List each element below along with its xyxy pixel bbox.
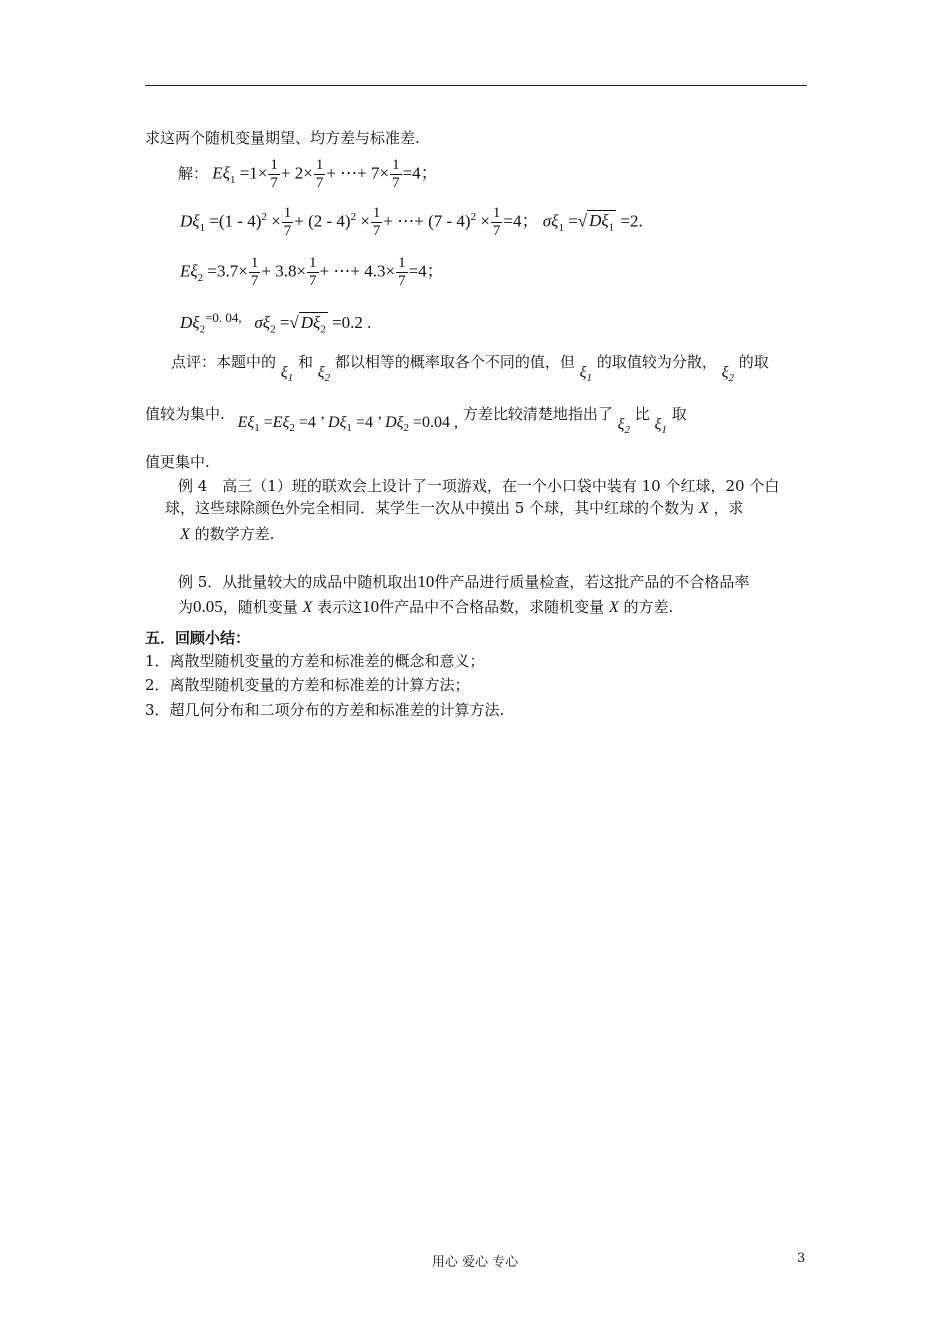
comment-line-3: 值更集中. xyxy=(145,453,210,471)
example-4-line-1: 例 4 高三（1）班的联欢会上设计了一项游戏，在一个小口袋中装有 10 个红球，20 个白 xyxy=(178,477,780,495)
example-4-line-3: X 的数学方差. xyxy=(180,525,275,543)
page-number: 3 xyxy=(797,1251,806,1266)
comment-line-2: 值较为集中. $E\xi_1 =E\xi_2 =4$ ’ $D\xi_1 =4$ ’ $D\xi_2 =0.04$ , 方差比较清楚地指出了 $\xi_2$ 比 $\xi_1$ 取 xyxy=(145,405,687,437)
summary-item-2: 2．离散型随机变量的方差和标准差的计算方法； xyxy=(145,676,470,694)
equation-expectation-2: $E\xi_2 =3.7\times$ $\frac{1}{7}$ + 3.8× $\frac{1}{7}$ + ⋯+ 4.3× $\frac{1}{7}$ =4； xyxy=(180,255,444,289)
example-4-line-2: 球，这些球除颜色外完全相同．某学生一次从中摸出 5 个球，其中红球的个数为 X ，求 xyxy=(165,499,744,517)
equation-variance-2: $D\xi_2^{=0. 04,}$ $\sigma\xi_2$ =√ $D\xi_2 =0.2$ . xyxy=(180,310,372,336)
intro-text: 求这两个随机变量期望、均方差与标准差. xyxy=(145,129,420,147)
summary-item-1: 1．离散型随机变量的方差和标准差的概念和意义； xyxy=(145,652,485,670)
comment-line-1: 点评：本题中的 $\xi_1$ 和 $\xi_2$ 都以相等的概率取各个不同的值，但 $\xi_1$ 的取值较为分散， $\xi_2$ 的取 xyxy=(171,353,769,385)
equation-variance-1: $D\xi_1 =(1 - 4)^2$ × $\frac{1}{7}$ + (2 - 4)$^2$ × $\frac{1}{7}$ + ⋯+ (7 - 4)$^2$ × $\frac{1}{7}$ =4； $\sigma\xi_1$ =√ $D\xi_1 =2$. xyxy=(180,205,643,239)
header-rule xyxy=(145,85,807,86)
equation-expectation-1: 解： $E\xi_1 =1\times$ $\frac{1}{7}$ + 2× $\frac{1}{7}$ + ⋯+ 7× $\frac{1}{7}$ =4； xyxy=(178,157,438,191)
footer-text: 用心 爱心 专心 xyxy=(431,1255,519,1270)
summary-item-3: 3．超几何分布和二项分布的方差和标准差的计算方法. xyxy=(145,701,505,719)
example-5-line-1: 例 5．从批量较大的成品中随机取出10件产品进行质量检查，若这批产品的不合格品率 xyxy=(178,572,750,591)
example-5-line-2: 为0.05，随机变量 X 表示这10件产品中不合格品数，求随机变量 X 的方差. xyxy=(178,597,674,616)
section-five-title: 五．回顾小结： xyxy=(145,629,251,647)
